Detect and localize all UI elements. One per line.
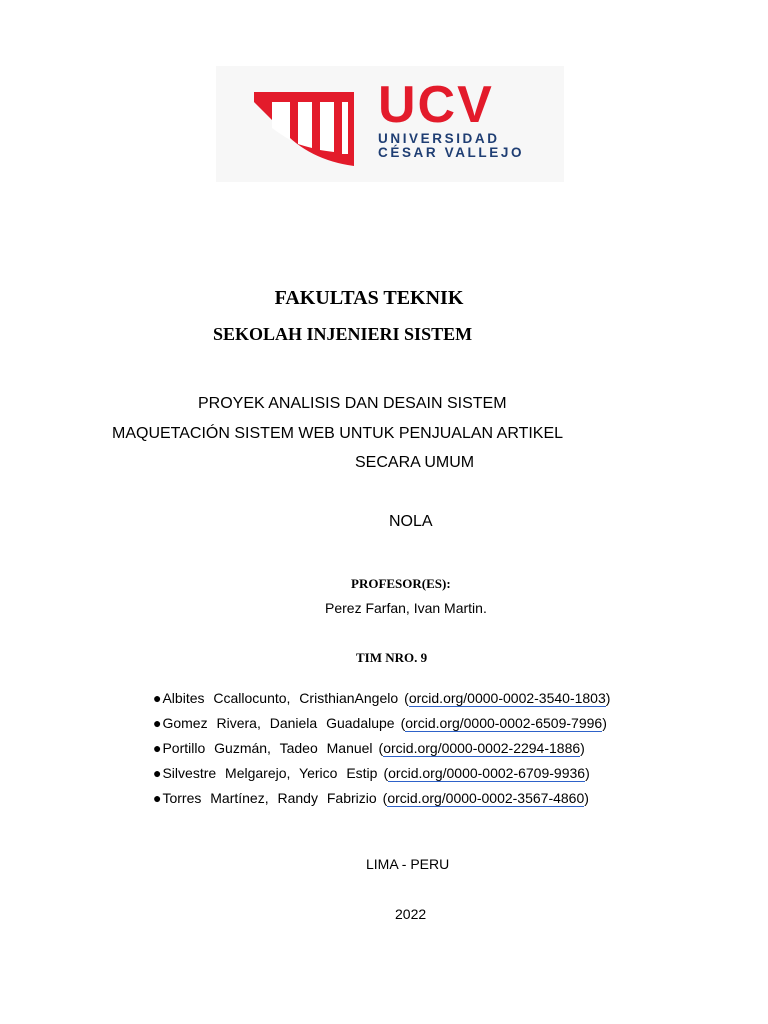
bullet-icon: ● — [153, 690, 162, 706]
member-name: Gomez Rivera, Daniela Guadalupe — [162, 715, 395, 731]
team-label: TIM NRO. 9 — [356, 650, 428, 665]
team-member — [153, 763, 653, 788]
school-title: SEKOLAH INJENIERI SISTEM — [213, 324, 473, 344]
professor-label: PROFESOR(ES): — [351, 576, 451, 591]
project-subtitle: NOLA — [389, 513, 433, 530]
professor-name: Perez Farfan, Ivan Martin. — [325, 600, 487, 616]
orcid-link[interactable]: orcid.org/0000-0002-2294-1886 — [383, 740, 581, 756]
university-logo — [216, 66, 564, 182]
orcid-reference: (orcid.org/0000-0002-2294-1886) — [378, 740, 585, 756]
orcid-link[interactable]: orcid.org/0000-0002-6709-9936 — [388, 765, 586, 781]
ucv-emblem-icon — [254, 90, 356, 168]
place-text: LIMA - PERU — [366, 856, 450, 872]
orcid-reference: (orcid.org/0000-0002-3567-4860) — [382, 790, 589, 806]
bullet-icon: ● — [153, 715, 162, 731]
logo-line-1: UNIVERSIDAD — [378, 131, 500, 146]
orcid-reference: (orcid.org/0000-0002-6509-7996) — [400, 715, 607, 731]
project-title-line-3: SECARA UMUM — [355, 454, 475, 471]
team-member-list — [153, 688, 653, 813]
logo-wordmark — [378, 78, 548, 160]
bullet-icon: ● — [153, 740, 162, 756]
bullet-icon: ● — [153, 790, 162, 806]
orcid-link[interactable]: orcid.org/0000-0002-6509-7996 — [405, 715, 603, 731]
project-title-line-1: PROYEK ANALISIS DAN DESAIN SISTEM — [198, 395, 507, 412]
orcid-link[interactable]: orcid.org/0000-0002-3567-4860 — [387, 790, 585, 806]
faculty-title: FAKULTAS TEKNIK — [274, 287, 464, 309]
member-name: Albites Ccallocunto, CristhianAngelo — [162, 690, 399, 706]
logo-brand-text: UCV — [378, 76, 494, 134]
orcid-reference: (orcid.org/0000-0002-3540-1803) — [404, 690, 611, 706]
bullet-icon: ● — [153, 765, 162, 781]
member-name: Silvestre Melgarejo, Yerico Estip — [162, 765, 378, 781]
orcid-link[interactable]: orcid.org/0000-0002-3540-1803 — [408, 690, 606, 706]
team-member — [153, 713, 653, 738]
project-title-line-2: MAQUETACIÓN SISTEM WEB UNTUK PENJUALAN ARTIKEL — [112, 425, 564, 442]
team-member — [153, 788, 653, 813]
logo-line-2: CÉSAR VALLEJO — [378, 145, 525, 160]
team-member — [153, 688, 653, 713]
member-name: Torres Martínez, Randy Fabrizio — [162, 790, 377, 806]
orcid-reference: (orcid.org/0000-0002-6709-9936) — [383, 765, 590, 781]
year-text: 2022 — [395, 906, 427, 922]
team-member — [153, 738, 653, 763]
member-name: Portillo Guzmán, Tadeo Manuel — [162, 740, 373, 756]
